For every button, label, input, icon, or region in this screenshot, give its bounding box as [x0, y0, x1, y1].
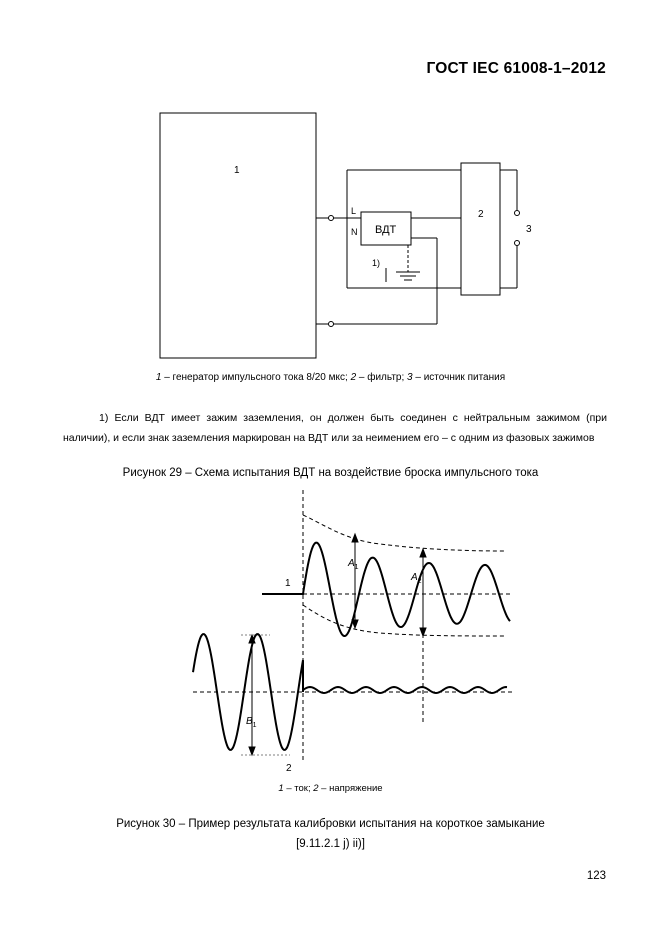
block1-label: 1 — [234, 165, 240, 176]
legend-num: 2 — [313, 783, 319, 794]
b1-label: $B_1$ — [246, 716, 257, 729]
legend-text: – ток; — [283, 783, 314, 794]
legend-text: – генератор импульсного тока 8/20 мкс; — [161, 372, 351, 383]
current-label: 1 — [285, 578, 291, 589]
legend-num: 2 — [350, 372, 357, 383]
figure30-reference: [9.11.2.1 j) ii)] — [296, 838, 365, 850]
a1-label: $A_1$ — [348, 558, 359, 571]
terminal-l-label: L — [351, 206, 357, 216]
voltage-waveform — [193, 634, 507, 750]
page-number: 123 — [586, 870, 606, 882]
figure30-legend — [0, 783, 661, 794]
block3-label: 3 — [526, 224, 532, 235]
legend-num: 3 — [407, 372, 413, 383]
legend-text: – напряжение — [318, 783, 383, 794]
device-label: ВДТ — [375, 224, 397, 236]
block2-label: 2 — [478, 209, 484, 220]
legend-num: 1 — [155, 372, 162, 383]
voltage-label: 2 — [286, 763, 292, 774]
legend-text: – источник питания — [412, 372, 506, 383]
footnote-text: 1) Если ВДТ имеет зажим заземления, он должен быть соединен с нейтральным зажимом (при наличии), и если знак заземления маркирован на ВДТ или за неимением его – с одним из фазовых зажимов — [63, 412, 607, 444]
a2-label: $A_2$ — [411, 572, 422, 585]
current-waveform — [262, 543, 510, 636]
legend-text: – фильтр; — [356, 372, 408, 383]
terminal-n-label: N — [351, 227, 358, 237]
earth-note-marker: 1) — [372, 258, 381, 268]
figure30-title: Рисунок 30 – Пример результата калибровки испытания на короткое замыкание — [116, 818, 545, 830]
figure29-title: Рисунок 29 – Схема испытания ВДТ на воздействие броска импульсного тока — [122, 467, 539, 479]
legend-num: 1 — [278, 783, 284, 794]
standard-header: ГОСТ IEC 61008-1–2012 — [426, 60, 606, 77]
